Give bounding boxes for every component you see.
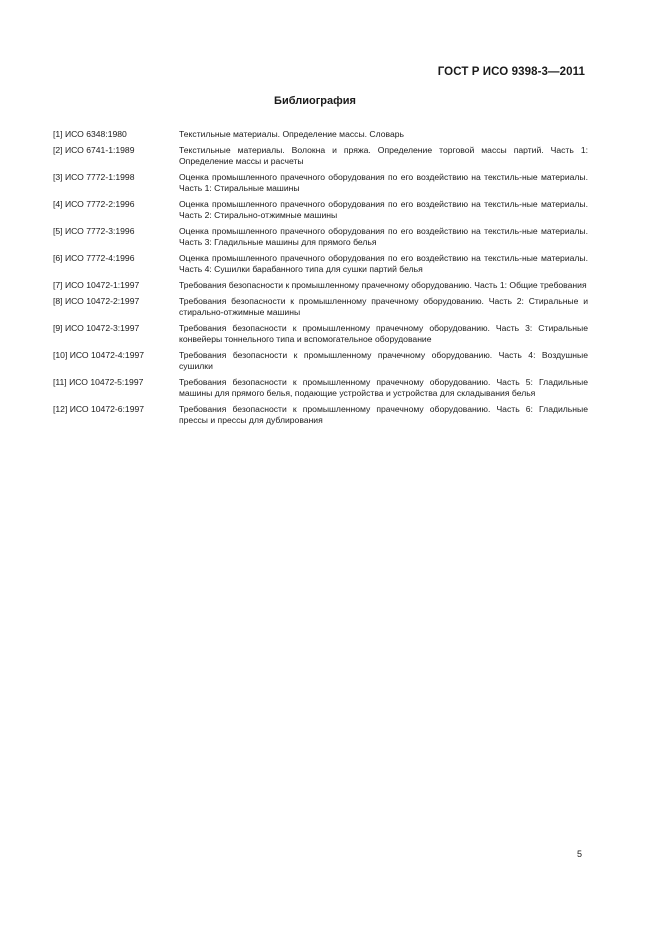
entry-label: [8] ИСО 10472-2:1997	[53, 296, 140, 307]
bibliography-entry	[53, 377, 588, 399]
entry-label: [12] ИСО 10472-6:1997	[53, 404, 145, 415]
entry-label: [2] ИСО 6741-1:1989	[53, 145, 135, 156]
bibliography-entry	[53, 323, 588, 345]
bibliography-entry	[53, 296, 588, 318]
bibliography-entry	[53, 226, 588, 248]
entry-label: [6] ИСО 7772-4:1996	[53, 253, 135, 264]
entry-text: Оценка промышленного прачечного оборудования по его воздействию на текстиль-ные материалы. Часть 4: Сушилки барабанного типа для сушки партий белья	[179, 253, 588, 274]
entry-text: Требования безопасности к промышленному прачечному оборудованию. Часть 5: Гладильные машины для прямого белья, подающие устройства и устройства для складывания белья	[179, 377, 588, 399]
entry-label: [4] ИСО 7772-2:1996	[53, 199, 135, 210]
entry-text: Оценка промышленного прачечного оборудования по его воздействию на текстиль-ные материалы. Часть 1: Стиральные машины	[179, 172, 588, 193]
page-title: Библиография	[274, 95, 356, 107]
bibliography-entry	[53, 172, 588, 194]
entry-label: [10] ИСО 10472-4:1997	[53, 350, 145, 361]
bibliography-entry	[53, 129, 588, 140]
entry-label: [5] ИСО 7772-3:1996	[53, 226, 135, 237]
bibliography-list	[53, 129, 588, 431]
entry-text: Требования безопасности к промышленному прачечному оборудованию. Часть 6: Гладильные прессы и прессы для дублирования	[179, 404, 588, 426]
page-number: 5	[577, 849, 583, 859]
bibliography-entry	[53, 253, 588, 275]
entry-text: Требования безопасности к промышленному прачечному оборудованию. Часть 3: Стиральные конвейеры тоннельного типа и вспомогательное оборудование	[179, 323, 588, 345]
bibliography-entry	[53, 350, 588, 372]
entry-label: [7] ИСО 10472-1:1997	[53, 280, 140, 291]
entry-text: Текстильные материалы. Волокна и пряжа. Определение торговой массы партий. Часть 1: Определение массы и расчеты	[179, 145, 588, 166]
document-code: ГОСТ Р ИСО 9398-3—2011	[437, 66, 585, 78]
entry-label: [3] ИСО 7772-1:1998	[53, 172, 135, 183]
entry-label: [9] ИСО 10472-3:1997	[53, 323, 140, 334]
bibliography-entry	[53, 145, 588, 167]
entry-text: Требования безопасности к промышленному прачечному оборудованию. Часть 4: Воздушные сушилки	[179, 350, 588, 372]
entry-text: Оценка промышленного прачечного оборудования по его воздействию на текстиль-ные материалы. Часть 3: Гладильные машины для прямого белья	[179, 226, 588, 247]
entry-text: Требования безопасности к промышленному прачечному оборудованию. Часть 2: Стиральные и стирально-отжимные машины	[179, 296, 588, 318]
bibliography-entry	[53, 199, 588, 221]
entry-text: Текстильные материалы. Определение массы. Словарь	[179, 129, 405, 139]
entry-text: Требования безопасности к промышленному прачечному оборудованию. Часть 1: Общие требования	[179, 280, 587, 291]
entry-label: [11] ИСО 10472-5:1997	[53, 377, 144, 388]
bibliography-entry	[53, 404, 588, 426]
entry-text: Оценка промышленного прачечного оборудования по его воздействию на текстиль-ные материалы. Часть 2: Стирально-отжимные машины	[179, 199, 588, 220]
entry-label: [1] ИСО 6348:1980	[53, 129, 127, 139]
bibliography-entry	[53, 280, 588, 291]
